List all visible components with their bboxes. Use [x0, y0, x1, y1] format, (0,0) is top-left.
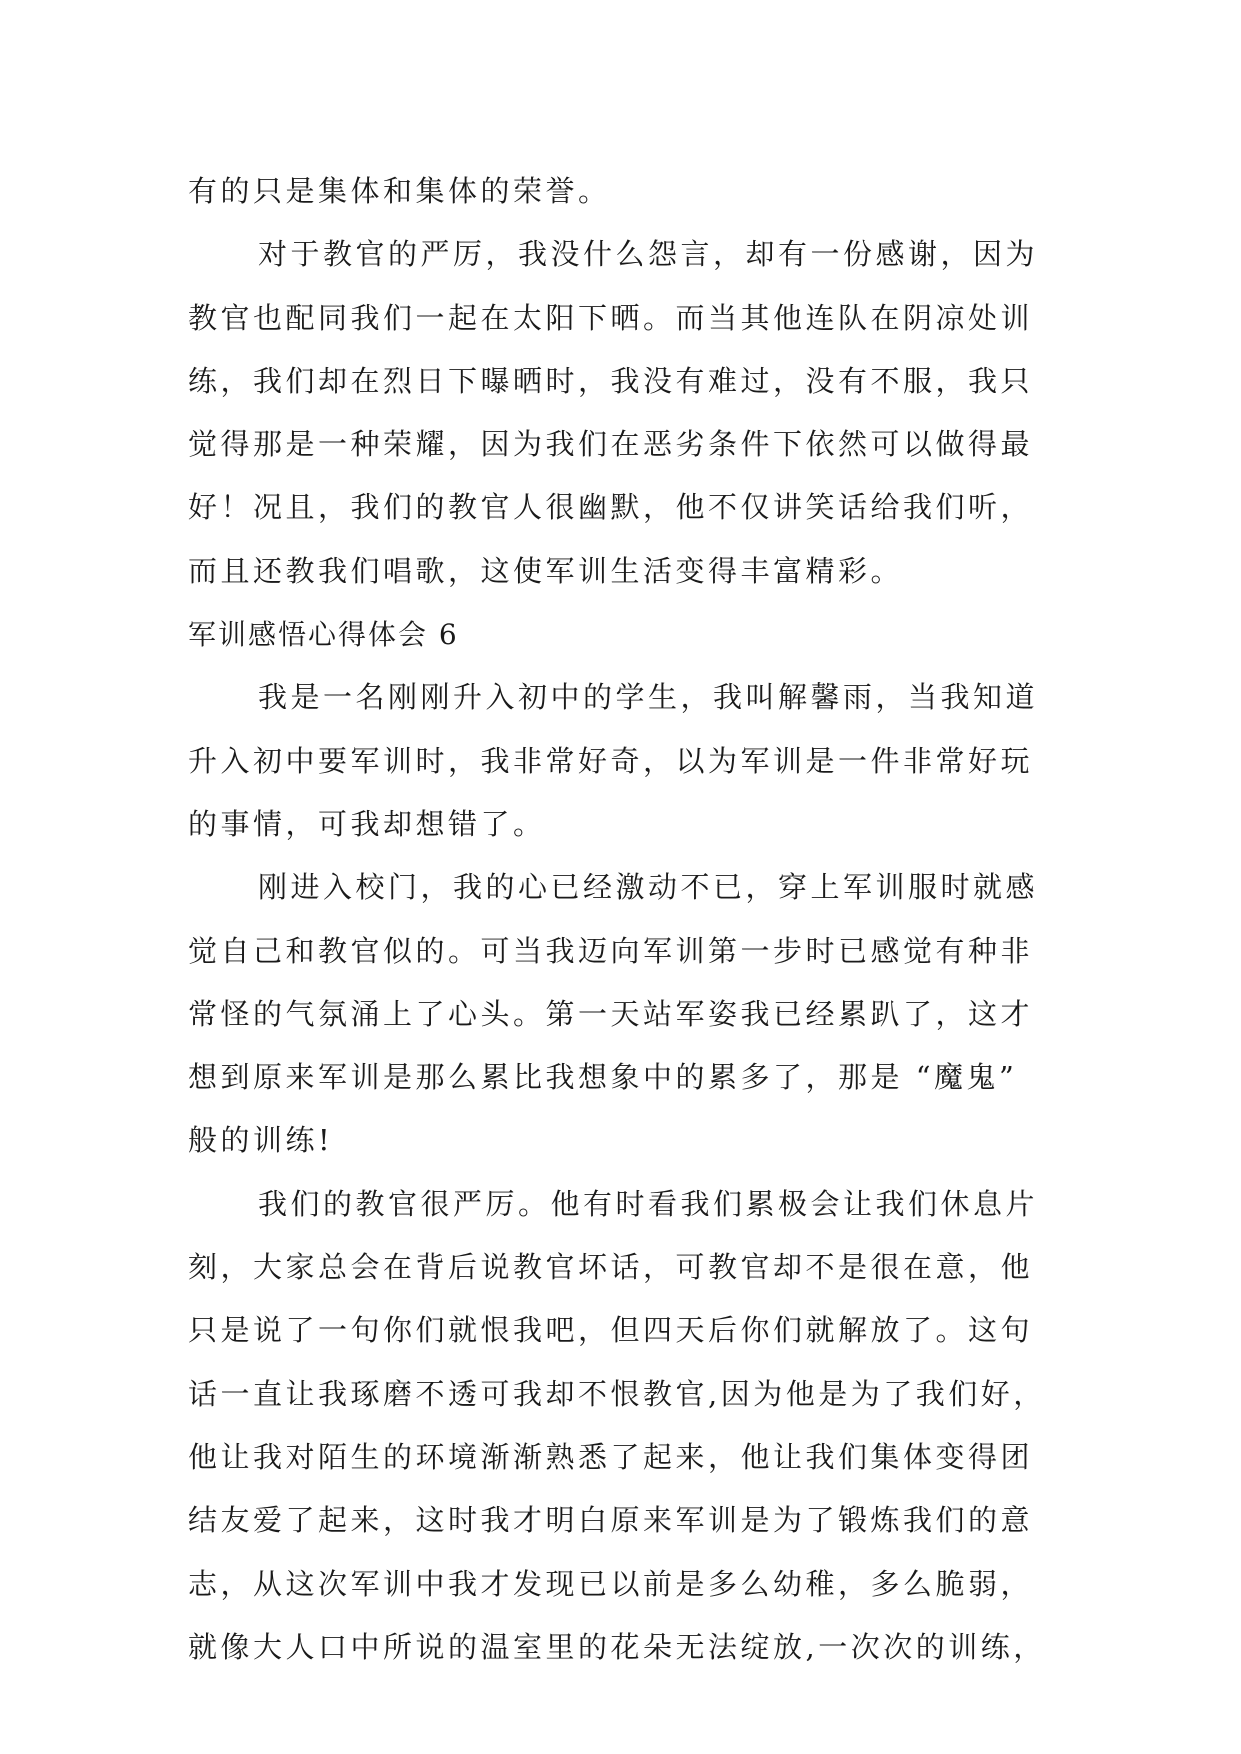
text-line: 而且还教我们唱歌，这使军训生活变得丰富精彩。: [188, 553, 904, 588]
text-line: 只是说了一句你们就恨我吧，但四天后你们就解放了。这句: [188, 1313, 1034, 1348]
text-line: 的事情，可我却想错了。: [188, 806, 546, 841]
text-line: 常怪的气氛涌上了心头。第一天站军姿我已经累趴了，这才: [188, 996, 1034, 1031]
text-line: 般的训练!: [188, 1123, 334, 1158]
text-line: 升入初中要军训时，我非常好奇，以为军训是一件非常好玩: [188, 743, 1034, 778]
section-heading: 军训感悟心得体会 6: [188, 618, 459, 652]
text-line: 话一直让我琢磨不透可我却不恨教官,因为他是为了我们好，: [188, 1376, 1046, 1411]
text-line: 好！况且，我们的教官人很幽默，他不仅讲笑话给我们听，: [188, 490, 1034, 525]
text-line: 我们的教官很严厉。他有时看我们累极会让我们休息片: [258, 1186, 1039, 1221]
text-line: 想到原来军训是那么累比我想象中的累多了，那是 “魔鬼”: [188, 1060, 1018, 1095]
text-line: 刚进入校门，我的心已经激动不已，穿上军训服时就感: [258, 870, 1039, 905]
text-line: 有的只是集体和集体的荣誉。: [188, 174, 611, 208]
text-line: 教官也配同我们一起在太阳下晒。而当其他连队在阴凉处训: [188, 300, 1034, 335]
text-line: 刻，大家总会在背后说教官坏话，可教官却不是很在意，他: [188, 1250, 1034, 1285]
text-line: 觉得那是一种荣耀，因为我们在恶劣条件下依然可以做得最: [188, 427, 1034, 462]
text-line: 练，我们却在烈日下曝晒时，我没有难过，没有不服，我只: [188, 363, 1034, 398]
text-line: 对于教官的严厉，我没什么怨言，却有一份感谢，因为: [258, 237, 1039, 272]
text-line: 结友爱了起来，这时我才明白原来军训是为了锻炼我们的意: [188, 1503, 1034, 1538]
text-line: 他让我对陌生的环境渐渐熟悉了起来，他让我们集体变得团: [188, 1439, 1034, 1474]
text-line: 觉自己和教官似的。可当我迈向军训第一步时已感觉有种非: [188, 933, 1034, 968]
text-line: 就像大人口中所说的温室里的花朵无法绽放,一次次的训练，: [188, 1629, 1046, 1664]
document-body: [188, 160, 1054, 1679]
text-line: 志，从这次军训中我才发现已以前是多么幼稚，多么脆弱，: [188, 1566, 1034, 1601]
text-line: 我是一名刚刚升入初中的学生，我叫解馨雨，当我知道: [258, 680, 1039, 715]
